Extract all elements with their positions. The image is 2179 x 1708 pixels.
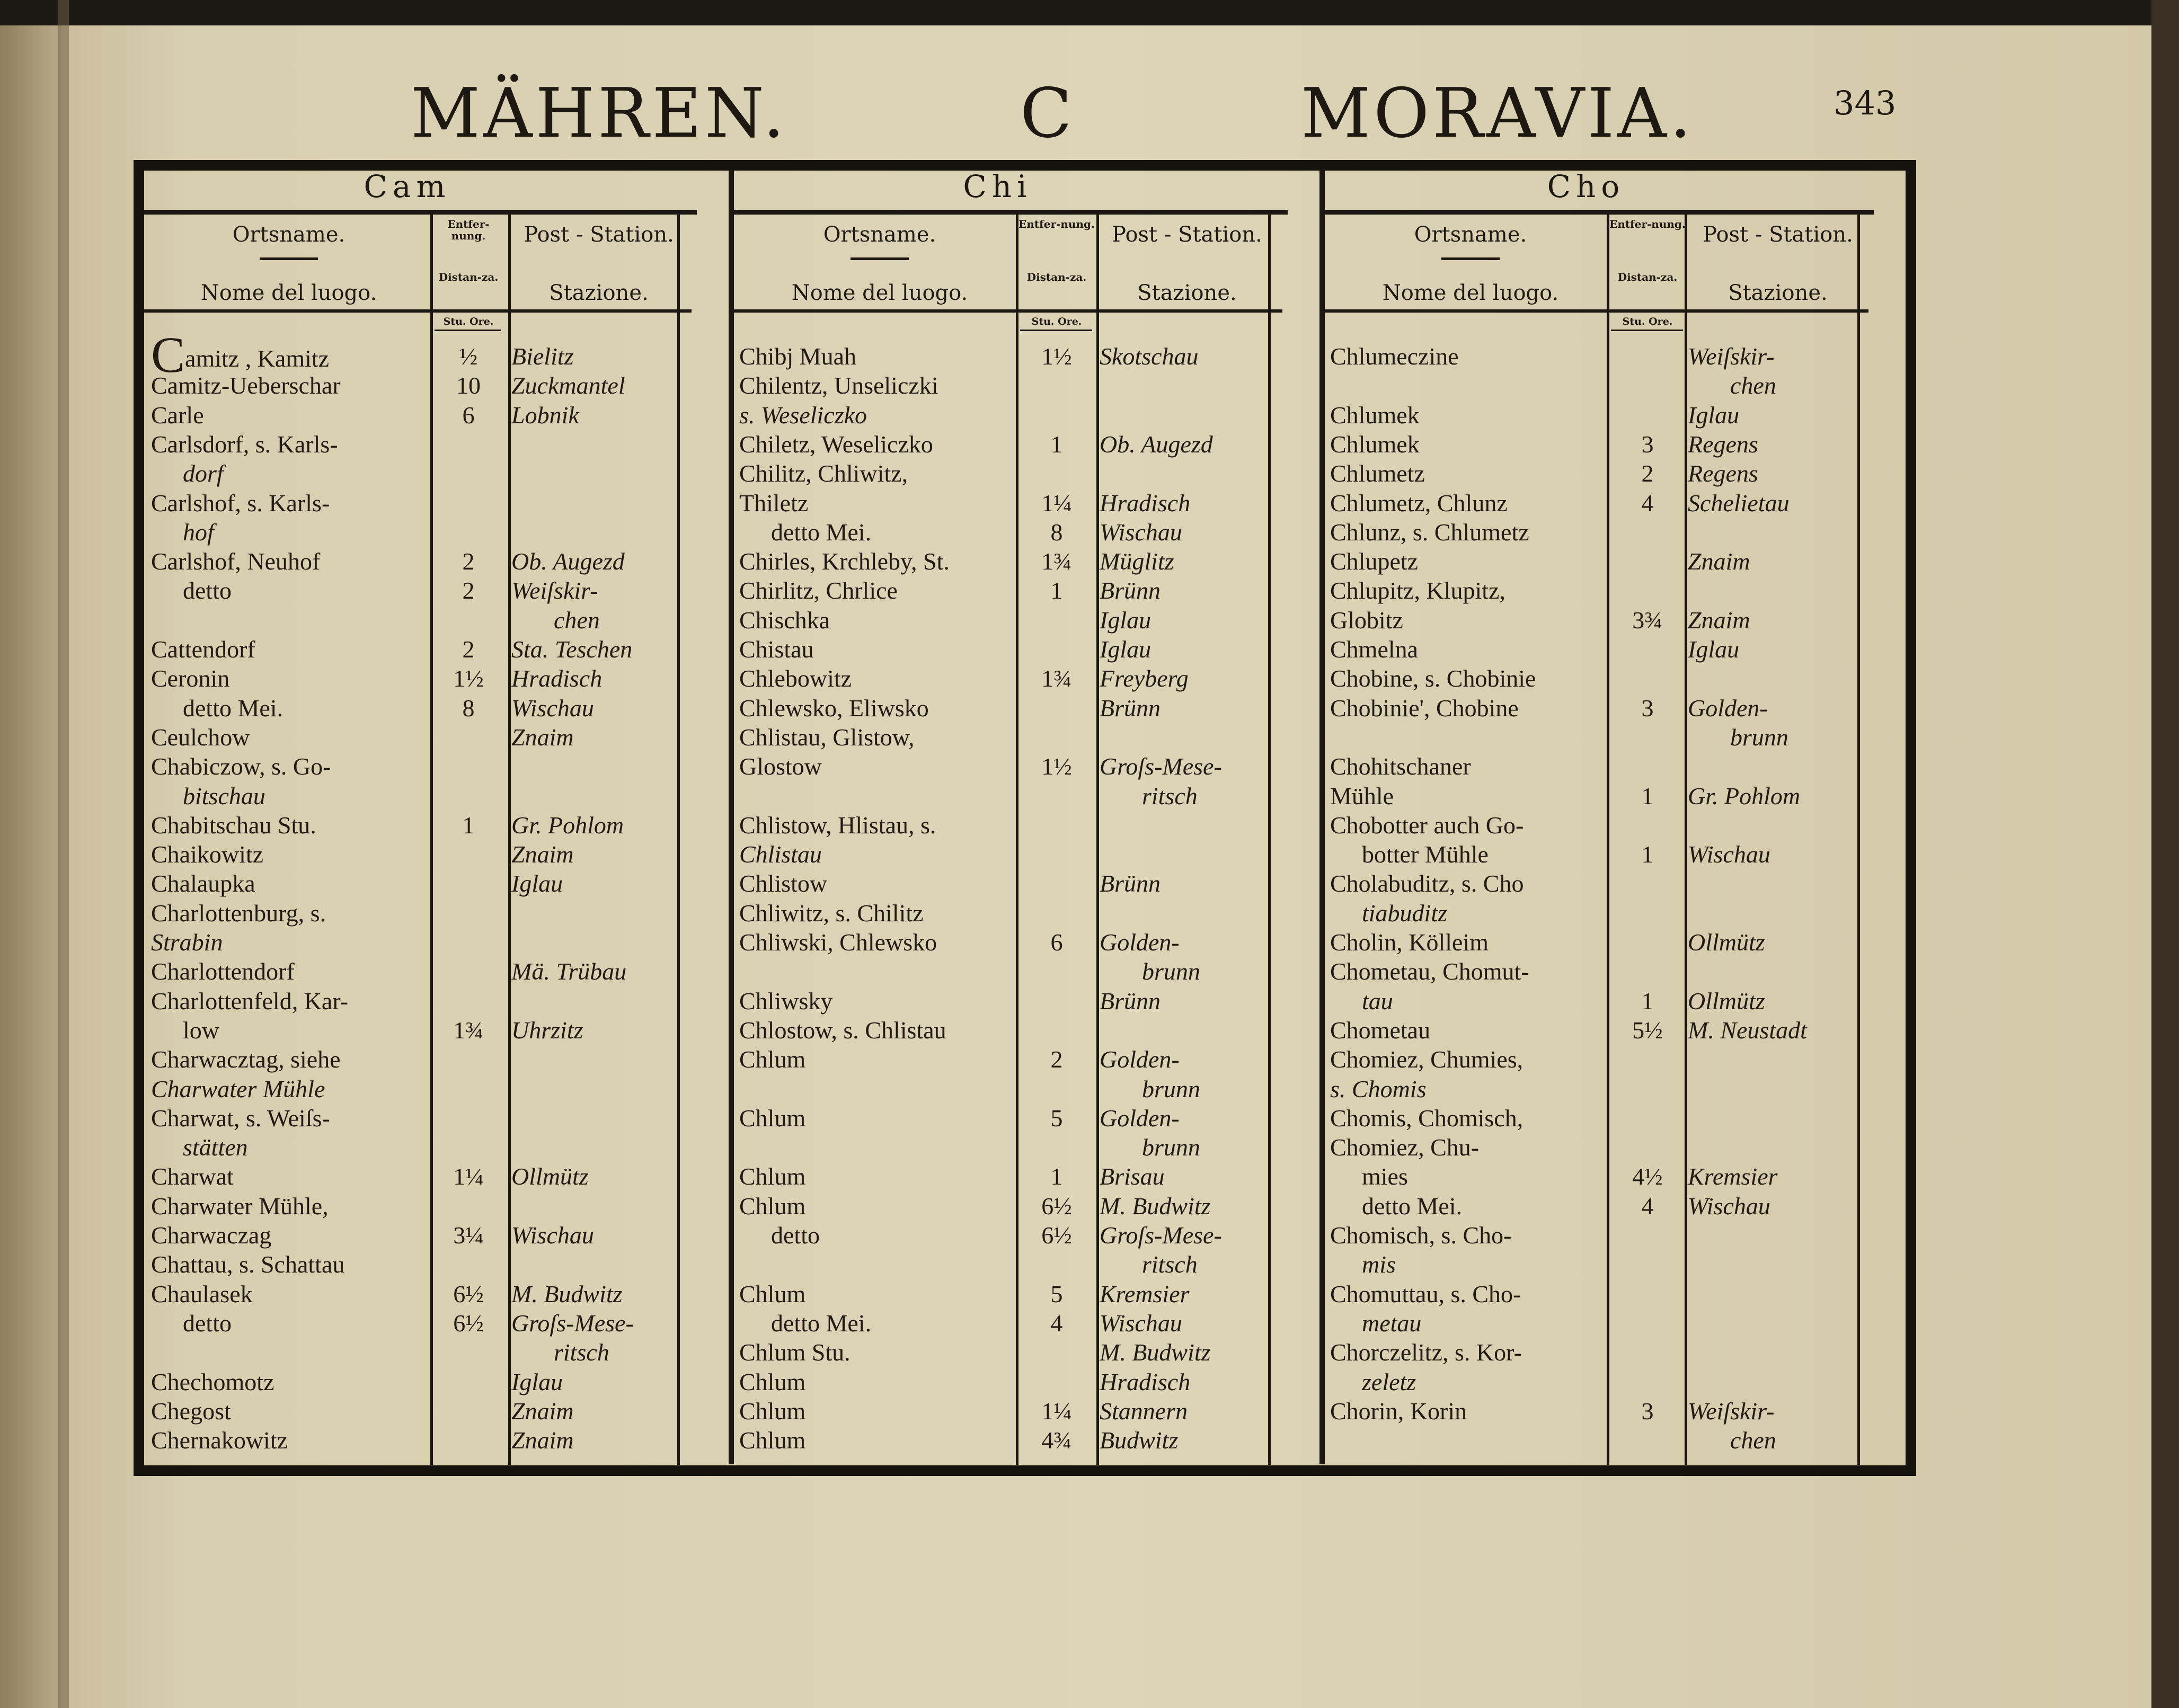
station-name: brunn bbox=[1142, 1075, 1200, 1102]
station-name: Znaim bbox=[511, 841, 574, 868]
place-name: detto Mei. bbox=[771, 1309, 872, 1337]
station-name: ritsch bbox=[1142, 1251, 1198, 1278]
distance-value: 5 bbox=[1050, 1104, 1063, 1132]
unit-rule bbox=[1611, 330, 1683, 331]
place-name: dorf bbox=[183, 460, 224, 487]
place-name: Chlumetz bbox=[1330, 460, 1425, 487]
distance-value: 2 bbox=[462, 548, 475, 575]
place-name: s. Chomis bbox=[1330, 1075, 1427, 1102]
station-name: brunn bbox=[1142, 1134, 1200, 1161]
place-name: Mühle bbox=[1330, 782, 1394, 809]
station-name: Znaim bbox=[511, 1427, 574, 1454]
place-name: mies bbox=[1362, 1163, 1408, 1190]
station-name: chen bbox=[1730, 372, 1776, 399]
distance-value: 3 bbox=[1641, 694, 1654, 722]
place-name-text: amitz , Kamitz bbox=[185, 345, 330, 372]
station-name: chen bbox=[554, 606, 600, 634]
distance-value: 5½ bbox=[1632, 1016, 1663, 1044]
place-name: bitschau bbox=[183, 782, 265, 809]
place-name: Charlottenburg, s. bbox=[151, 899, 326, 927]
station-name: Iglau bbox=[1100, 636, 1151, 663]
station-name: Weiſskir- bbox=[1688, 1397, 1775, 1425]
station-name: Lobnik bbox=[511, 401, 579, 429]
distance-value: 1½ bbox=[1041, 343, 1072, 370]
place-name: Charlottenfeld, Kar- bbox=[151, 987, 349, 1015]
station-name: Iglau bbox=[1688, 401, 1740, 429]
place-name: Strabin bbox=[151, 929, 223, 956]
station-name: Groſs-Mese- bbox=[1100, 1222, 1222, 1249]
place-name: Chiletz, Weseliczko bbox=[739, 430, 933, 458]
station-header-italian: Stazione. bbox=[1728, 281, 1828, 305]
place-name-header-italian: Nome del luogo. bbox=[200, 281, 377, 305]
section-divider bbox=[1319, 170, 1325, 1464]
place-name: Chorin, Korin bbox=[1330, 1397, 1467, 1425]
station-header: Post - Station. bbox=[1703, 223, 1853, 247]
station-name: Golden- bbox=[1688, 694, 1768, 722]
distance-header-italian: Distan-za. bbox=[438, 271, 499, 283]
column-rule bbox=[508, 215, 511, 1465]
place-name: detto Mei. bbox=[1362, 1192, 1463, 1220]
place-name: Camitz-Ueberschar bbox=[151, 372, 341, 399]
unit-rule bbox=[1020, 330, 1092, 331]
place-name: Chlistau bbox=[739, 841, 822, 868]
station-name: brunn bbox=[1142, 958, 1200, 985]
place-name: Chischka bbox=[739, 606, 830, 634]
station-name: Golden- bbox=[1100, 1046, 1180, 1073]
station-header: Post - Station. bbox=[524, 223, 674, 247]
station-name: Brünn bbox=[1100, 577, 1161, 604]
distance-value: 4 bbox=[1050, 1309, 1063, 1337]
place-name: Ceulchow bbox=[151, 723, 250, 751]
station-name: Weiſskir- bbox=[511, 577, 598, 604]
place-name: tiabuditz bbox=[1362, 899, 1448, 927]
station-header: Post - Station. bbox=[1112, 223, 1262, 247]
place-name: Chometau bbox=[1330, 1016, 1431, 1044]
place-name: Charwater Mühle, bbox=[151, 1192, 329, 1220]
section-title: Cam bbox=[364, 168, 451, 204]
place-name: detto Mei. bbox=[183, 694, 284, 722]
place-name: Carlshof, Neuhof bbox=[151, 548, 321, 575]
place-name: detto Mei. bbox=[771, 518, 872, 546]
distance-value: 2 bbox=[1050, 1046, 1063, 1073]
station-name: Regens bbox=[1688, 460, 1758, 487]
place-name: Chlewsko, Eliwsko bbox=[739, 694, 929, 722]
place-name: Chlumek bbox=[1330, 401, 1420, 429]
station-name: M. Budwitz bbox=[1100, 1192, 1211, 1220]
place-name: botter Mühle bbox=[1362, 841, 1489, 868]
place-name-header-italian: Nome del luogo. bbox=[791, 281, 968, 305]
place-name: Chalaupka bbox=[151, 870, 255, 897]
distance-value: 6½ bbox=[1041, 1222, 1072, 1249]
place-name: Chlum Stu. bbox=[739, 1339, 851, 1366]
header-dash bbox=[260, 257, 318, 260]
distance-value: 2 bbox=[462, 577, 475, 604]
distance-value: 1 bbox=[1050, 1163, 1063, 1190]
station-name: Mä. Trübau bbox=[511, 958, 627, 985]
station-name: Gr. Pohlom bbox=[1688, 782, 1801, 809]
place-name: Chomiez, Chumies, bbox=[1330, 1046, 1523, 1073]
distance-value: 1 bbox=[1050, 577, 1063, 604]
station-name: Regens bbox=[1688, 430, 1758, 458]
place-name: Ceronin bbox=[151, 665, 230, 692]
station-name: Znaim bbox=[511, 723, 574, 751]
place-name: mis bbox=[1362, 1251, 1396, 1278]
station-name: Wischau bbox=[511, 694, 594, 722]
place-name: Globitz bbox=[1330, 606, 1403, 634]
place-name: Chomisch, s. Cho- bbox=[1330, 1222, 1512, 1249]
place-name: Chilentz, Unseliczki bbox=[739, 372, 938, 399]
distance-value: 4 bbox=[1641, 489, 1654, 517]
station-name: Bielitz bbox=[511, 343, 574, 370]
distance-header-italian: Distan-za. bbox=[1617, 271, 1678, 283]
station-name: Iglau bbox=[511, 1368, 563, 1395]
header-dash bbox=[1441, 257, 1500, 260]
station-name: Ob. Augezd bbox=[1100, 430, 1213, 458]
section-divider bbox=[729, 170, 734, 1464]
station-name: chen bbox=[1730, 1427, 1776, 1454]
distance-value: 4½ bbox=[1632, 1163, 1663, 1190]
distance-value: 3 bbox=[1641, 430, 1654, 458]
place-name: metau bbox=[1362, 1309, 1422, 1337]
header-rule bbox=[144, 210, 697, 215]
place-name: Chibj Muah bbox=[739, 343, 857, 370]
station-name: M. Neustadt bbox=[1688, 1016, 1807, 1044]
place-name: Charwaczag bbox=[151, 1222, 272, 1249]
place-name: Charwat bbox=[151, 1163, 234, 1190]
distance-unit-label: Stu. Ore. bbox=[443, 316, 494, 327]
place-name: Chlum bbox=[739, 1368, 806, 1395]
initial-letter: C bbox=[151, 326, 185, 383]
distance-value: 8 bbox=[1050, 518, 1063, 546]
distance-unit-label: Stu. Ore. bbox=[1622, 316, 1673, 327]
place-name bbox=[151, 326, 330, 383]
place-name: Chaikowitz bbox=[151, 841, 264, 868]
place-name: Thiletz bbox=[739, 489, 809, 517]
place-name: Chomiez, Chu- bbox=[1330, 1134, 1480, 1161]
station-name: Hradisch bbox=[1100, 1368, 1191, 1395]
station-name: brunn bbox=[1730, 723, 1788, 751]
distance-value: 3 bbox=[1641, 1397, 1654, 1425]
station-name: Zuckmantel bbox=[511, 372, 625, 399]
station-name: ritsch bbox=[1142, 782, 1198, 809]
place-name: Carlshof, s. Karls- bbox=[151, 489, 330, 517]
place-name: Chlum bbox=[739, 1163, 806, 1190]
distance-value: 1 bbox=[1641, 841, 1654, 868]
distance-value: 8 bbox=[462, 694, 475, 722]
distance-header: Entfer-nung. bbox=[447, 218, 490, 242]
column-rule bbox=[1685, 215, 1687, 1465]
distance-value: 6½ bbox=[453, 1309, 484, 1337]
place-name: Chliwsky bbox=[739, 987, 833, 1015]
station-name: Golden- bbox=[1100, 1104, 1180, 1132]
station-name: Stannern bbox=[1100, 1397, 1188, 1425]
column-rule bbox=[1016, 215, 1018, 1465]
section-title: Chi bbox=[963, 168, 1032, 204]
place-name: Chmelna bbox=[1330, 636, 1419, 663]
station-name: Brünn bbox=[1100, 870, 1161, 897]
distance-value: 3¼ bbox=[453, 1222, 484, 1249]
place-name: Carlsdorf, s. Karls- bbox=[151, 430, 338, 458]
station-name: Müglitz bbox=[1100, 548, 1174, 575]
distance-value: 6 bbox=[1050, 929, 1063, 956]
distance-header: Entfer-nung. bbox=[1609, 218, 1686, 230]
distance-value: 1¼ bbox=[1041, 1397, 1072, 1425]
place-name: Chohitschaner bbox=[1330, 753, 1471, 780]
place-name: Chlistow bbox=[739, 870, 828, 897]
place-name: Chlum bbox=[739, 1280, 806, 1307]
place-name: Charwater Mühle bbox=[151, 1075, 325, 1102]
station-name: Iglau bbox=[511, 870, 563, 897]
place-name: Chobotter auch Go- bbox=[1330, 811, 1524, 839]
distance-value: 1 bbox=[462, 811, 475, 839]
station-name: Wischau bbox=[1688, 1192, 1770, 1220]
station-name: Znaim bbox=[511, 1397, 574, 1425]
page-number: 343 bbox=[1833, 84, 1897, 122]
station-name: Weiſskir- bbox=[1688, 343, 1775, 370]
station-header-italian: Stazione. bbox=[1137, 281, 1237, 305]
place-name: Chlebowitz bbox=[739, 665, 852, 692]
distance-value: 1¼ bbox=[1041, 489, 1072, 517]
station-name: Wischau bbox=[1100, 1309, 1182, 1337]
place-name: Chorczelitz, s. Kor- bbox=[1330, 1339, 1522, 1366]
distance-value: 6½ bbox=[1041, 1192, 1072, 1220]
station-name: Hradisch bbox=[1100, 489, 1191, 517]
column-rule bbox=[430, 215, 433, 1465]
station-name: Iglau bbox=[1688, 636, 1740, 663]
place-name: Chomuttau, s. Cho- bbox=[1330, 1280, 1521, 1307]
station-name: Skotschau bbox=[1100, 343, 1199, 370]
place-name: Chernakowitz bbox=[151, 1427, 288, 1454]
place-name: Chomis, Chomisch, bbox=[1330, 1104, 1523, 1132]
place-name: Chobinie', Chobine bbox=[1330, 694, 1519, 722]
station-name: Schelietau bbox=[1688, 489, 1790, 517]
place-name: Chlum bbox=[739, 1427, 806, 1454]
place-name: hof bbox=[183, 518, 214, 546]
place-name: Chaulasek bbox=[151, 1280, 253, 1307]
distance-value: 6 bbox=[462, 401, 475, 429]
station-name: Groſs-Mese- bbox=[511, 1309, 634, 1337]
distance-value: ½ bbox=[459, 343, 478, 370]
header-rule bbox=[734, 210, 1288, 215]
station-name: Gr. Pohlom bbox=[511, 811, 624, 839]
distance-value: 1½ bbox=[1041, 753, 1072, 780]
place-name: Charwacztag, siehe bbox=[151, 1046, 341, 1073]
station-name: Brünn bbox=[1100, 694, 1161, 722]
station-name: Ollmütz bbox=[1688, 987, 1765, 1015]
station-name: Ollmütz bbox=[1688, 929, 1765, 956]
place-name: Chistau bbox=[739, 636, 814, 663]
station-name: Wischau bbox=[511, 1222, 594, 1249]
station-name: Znaim bbox=[1688, 548, 1750, 575]
distance-header: Entfer-nung. bbox=[1018, 218, 1095, 230]
station-name: Hradisch bbox=[511, 665, 603, 692]
place-name: Chechomotz bbox=[151, 1368, 274, 1395]
station-name: M. Budwitz bbox=[511, 1280, 623, 1307]
column-rule bbox=[677, 215, 680, 1465]
station-name: Ollmütz bbox=[511, 1163, 589, 1190]
place-name-header: Ortsname. bbox=[1414, 223, 1527, 247]
place-name: Chlumek bbox=[1330, 430, 1420, 458]
station-name: Iglau bbox=[1100, 606, 1151, 634]
station-name: Znaim bbox=[1688, 606, 1750, 634]
place-name: low bbox=[183, 1016, 219, 1044]
section-title: Cho bbox=[1547, 168, 1625, 204]
place-name: detto bbox=[771, 1222, 820, 1249]
column-rule bbox=[1857, 215, 1860, 1465]
place-name: Cattendorf bbox=[151, 636, 255, 663]
place-name-header: Ortsname. bbox=[232, 223, 346, 247]
page-title-latin: MORAVIA. bbox=[1301, 74, 1695, 153]
place-name: Cholabuditz, s. Cho bbox=[1330, 870, 1524, 897]
place-name: Chlum bbox=[739, 1046, 806, 1073]
place-name: Cholin, Kölleim bbox=[1330, 929, 1489, 956]
place-name-header: Ortsname. bbox=[823, 223, 936, 247]
place-name: Chlum bbox=[739, 1397, 806, 1425]
distance-value: 1¼ bbox=[453, 1163, 484, 1190]
place-name: Chabiczow, s. Go- bbox=[151, 753, 331, 780]
page-section-letter: C bbox=[1020, 74, 1075, 153]
place-name: Carle bbox=[151, 401, 204, 429]
station-name: Kremsier bbox=[1100, 1280, 1190, 1307]
place-name: Glostow bbox=[739, 753, 822, 780]
place-name: Chliwitz, s. Chilitz bbox=[739, 899, 924, 927]
distance-value: 4 bbox=[1641, 1192, 1654, 1220]
place-name: s. Weseliczko bbox=[739, 401, 867, 429]
place-name: Chlistau, Glistow, bbox=[739, 723, 915, 751]
column-rule bbox=[1268, 215, 1271, 1465]
distance-value: 1 bbox=[1641, 987, 1654, 1015]
station-name: Groſs-Mese- bbox=[1100, 753, 1222, 780]
station-name: ritsch bbox=[554, 1339, 609, 1366]
place-name: Chlumeczine bbox=[1330, 343, 1459, 370]
station-name: Freyberg bbox=[1100, 665, 1189, 692]
header-rule bbox=[1325, 210, 1874, 215]
place-name: zeletz bbox=[1362, 1368, 1416, 1395]
place-name: Chobine, s. Chobinie bbox=[1330, 665, 1536, 692]
place-name: Chattau, s. Schattau bbox=[151, 1251, 345, 1278]
distance-value: 1 bbox=[1050, 430, 1063, 458]
place-name: Chliwski, Chlewsko bbox=[739, 929, 937, 956]
place-name: Charlottendorf bbox=[151, 958, 295, 985]
distance-header-italian: Distan-za. bbox=[1026, 271, 1087, 283]
distance-value: 1¾ bbox=[1041, 665, 1072, 692]
place-name: Chlupetz bbox=[1330, 548, 1419, 575]
place-name: Charwat, s. Weiſs- bbox=[151, 1104, 330, 1132]
place-name: stätten bbox=[183, 1134, 248, 1161]
station-name: Golden- bbox=[1100, 929, 1180, 956]
station-name: Wischau bbox=[1100, 518, 1182, 546]
place-name: Chabitschau Stu. bbox=[151, 811, 316, 839]
column-rule bbox=[1096, 215, 1099, 1465]
distance-value: 5 bbox=[1050, 1280, 1063, 1307]
station-name: Brisau bbox=[1100, 1163, 1165, 1190]
distance-value: 1¾ bbox=[1041, 548, 1072, 575]
header-rule bbox=[734, 309, 1282, 313]
distance-value: 10 bbox=[456, 372, 481, 399]
place-name: Chirlitz, Chrlice bbox=[739, 577, 898, 604]
station-name: Wischau bbox=[1688, 841, 1770, 868]
place-name: Chlumetz, Chlunz bbox=[1330, 489, 1508, 517]
station-name: Uhrzitz bbox=[511, 1016, 583, 1044]
distance-value: 1½ bbox=[453, 665, 484, 692]
station-name: M. Budwitz bbox=[1100, 1339, 1211, 1366]
header-dash bbox=[851, 257, 909, 260]
distance-value: 2 bbox=[1641, 460, 1654, 487]
station-name: Sta. Teschen bbox=[511, 636, 633, 663]
station-name: Budwitz bbox=[1100, 1427, 1179, 1454]
distance-value: 6½ bbox=[453, 1280, 484, 1307]
station-name: Brünn bbox=[1100, 987, 1161, 1015]
distance-value: 4¾ bbox=[1041, 1427, 1072, 1454]
header-rule bbox=[1325, 309, 1868, 313]
place-name: Chlum bbox=[739, 1192, 806, 1220]
column-rule bbox=[1607, 215, 1609, 1465]
place-name: Chometau, Chomut- bbox=[1330, 958, 1529, 985]
station-header-italian: Stazione. bbox=[549, 281, 649, 305]
place-name: Chlunz, s. Chlumetz bbox=[1330, 518, 1529, 546]
page-title-german: MÄHREN. bbox=[411, 74, 788, 153]
distance-value: 2 bbox=[462, 636, 475, 663]
unit-rule bbox=[435, 330, 501, 331]
header-rule bbox=[144, 309, 692, 313]
place-name-header-italian: Nome del luogo. bbox=[1382, 281, 1559, 305]
place-name: Chlum bbox=[739, 1104, 806, 1132]
station-name: Ob. Augezd bbox=[511, 548, 625, 575]
station-name: Kremsier bbox=[1688, 1163, 1778, 1190]
place-name: Chilitz, Chliwitz, bbox=[739, 460, 908, 487]
distance-value: 3¾ bbox=[1632, 606, 1663, 634]
place-name: tau bbox=[1362, 987, 1393, 1015]
distance-value: 1¾ bbox=[453, 1016, 484, 1044]
place-name: detto bbox=[183, 1309, 232, 1337]
place-name: Chlupitz, Klupitz, bbox=[1330, 577, 1505, 604]
distance-value: 1 bbox=[1641, 782, 1654, 809]
place-name: Chirles, Krchleby, St. bbox=[739, 548, 950, 575]
place-name: detto bbox=[183, 577, 232, 604]
place-name: Chlostow, s. Chlistau bbox=[739, 1016, 946, 1044]
distance-unit-label: Stu. Ore. bbox=[1031, 316, 1082, 327]
place-name: Chegost bbox=[151, 1397, 231, 1425]
place-name: Chlistow, Hlistau, s. bbox=[739, 811, 936, 839]
